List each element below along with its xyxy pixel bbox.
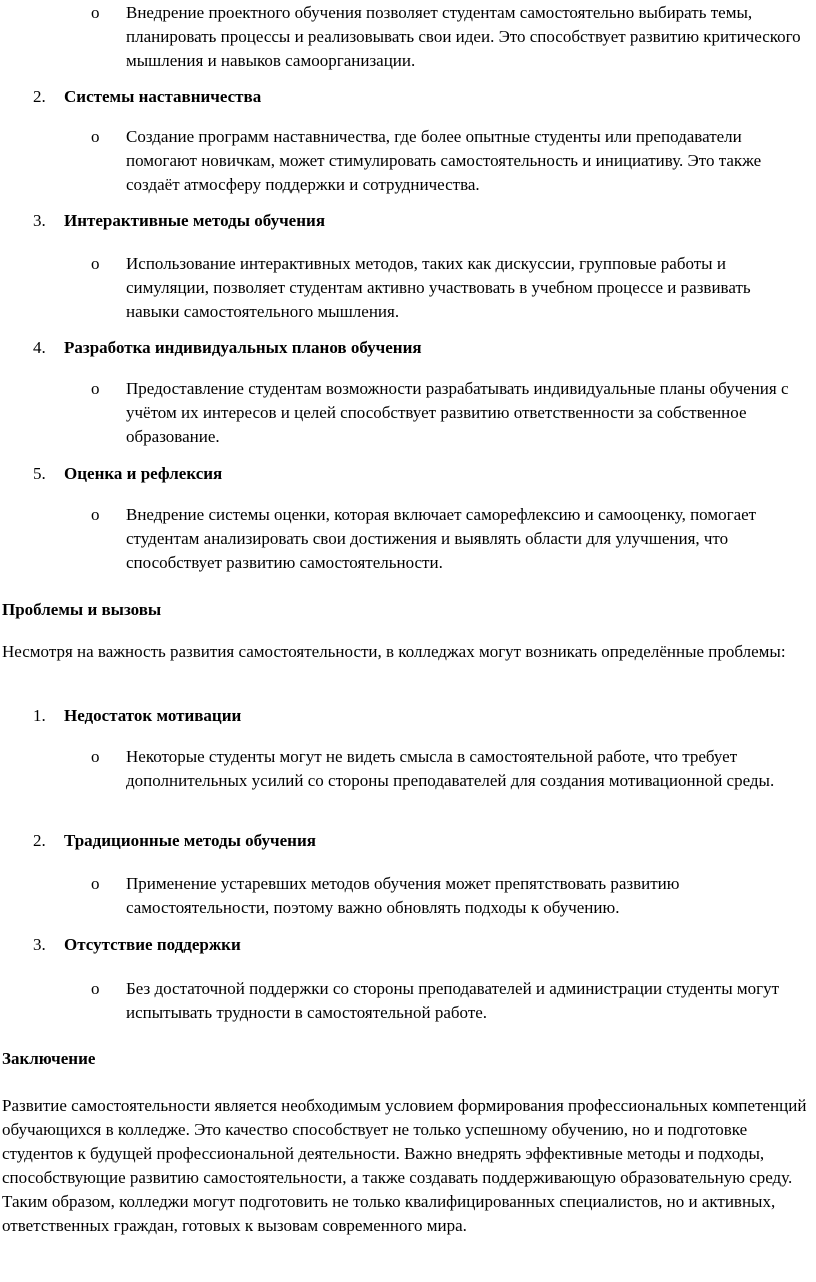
numbered-heading-title: Системы наставничества <box>64 87 262 106</box>
list-item <box>0 125 816 197</box>
bullet-marker: o <box>91 127 100 146</box>
numbered-heading-title: Разработка индивидуальных планов обучения <box>64 338 422 357</box>
bullet-marker: o <box>91 254 100 273</box>
numbered-heading <box>0 704 816 728</box>
numbered-heading <box>0 462 816 486</box>
section-heading-text: Проблемы и вызовы <box>2 600 162 619</box>
numbered-heading <box>0 209 816 233</box>
list-number: 1. <box>33 706 46 725</box>
list-item <box>0 252 816 324</box>
bullet-marker: o <box>91 747 100 766</box>
list-item <box>0 745 816 793</box>
numbered-heading <box>0 85 816 109</box>
paragraph-text: Несмотря на важность развития самостоятельности, в колледжах могут возникать определённые проблемы: <box>2 642 786 661</box>
list-item-text: Внедрение проектного обучения позволяет студентам самостоятельно выбирать темы, планировать процессы и реализовывать свои идеи. Это способствует развитию критического мышления и навыков самоорганизации. <box>126 3 801 70</box>
list-item-text: Внедрение системы оценки, которая включает саморефлексию и самооценку, помогает студентам анализировать свои достижения и выявлять области для улучшения, что способствует развитию самостоятельности. <box>126 505 757 572</box>
list-number: 2. <box>33 831 46 850</box>
bullet-marker: o <box>91 874 100 893</box>
section-heading-text: Заключение <box>2 1049 96 1068</box>
numbered-heading <box>0 933 816 957</box>
list-number: 3. <box>33 211 46 230</box>
list-number: 4. <box>33 338 46 357</box>
paragraph <box>0 1094 816 1238</box>
list-number: 5. <box>33 464 46 483</box>
list-number: 2. <box>33 87 46 106</box>
list-number: 3. <box>33 935 46 954</box>
bullet-marker: o <box>91 3 100 22</box>
bullet-marker: o <box>91 979 100 998</box>
section-heading <box>0 598 816 622</box>
numbered-heading-title: Интерактивные методы обучения <box>64 211 326 230</box>
section-heading <box>0 1047 816 1071</box>
list-item-text: Создание программ наставничества, где более опытные студенты или преподаватели помогают новичкам, может стимулировать самостоятельность и инициативу. Это также создаёт атмосферу поддержки и сотрудничества. <box>126 127 762 194</box>
paragraph-text: Развитие самостоятельности является необходимым условием формирования профессиональных компетенций обучающихся в колледже. Это качество способствует не только успешному обучению, но и подготовке студентов к будущей профессиональной деятельности. Важно внедрять эффективные методы и подходы, способствующие развитию самостоятельности, а также создавать поддерживающую образовательную среду. Таким образом, колледжи могут подготовить не только квалифицированных специалистов, но и активных, ответственных граждан, готовых к вызовам современного мира. <box>2 1096 807 1235</box>
list-item-text: Без достаточной поддержки со стороны преподавателей и администрации студенты могут испытывать трудности в самостоятельной работе. <box>126 979 780 1022</box>
list-item-text: Использование интерактивных методов, таких как дискуссии, групповые работы и симуляции, позволяет студентам активно участвовать в учебном процессе и развивать навыки самостоятельного мышления. <box>126 254 751 321</box>
list-item-text: Некоторые студенты могут не видеть смысла в самостоятельной работе, что требует дополнительных усилий со стороны преподавателей для создания мотивационной среды. <box>126 747 775 790</box>
paragraph <box>0 640 816 664</box>
numbered-heading <box>0 336 816 360</box>
numbered-heading-title: Традиционные методы обучения <box>64 831 316 850</box>
list-item <box>0 1 816 73</box>
list-item <box>0 377 816 449</box>
numbered-heading-title: Недостаток мотивации <box>64 706 242 725</box>
bullet-marker: o <box>91 505 100 524</box>
list-item <box>0 503 816 575</box>
numbered-heading-title: Оценка и рефлексия <box>64 464 223 483</box>
list-item-text: Применение устаревших методов обучения может препятствовать развитию самостоятельности, поэтому важно обновлять подходы к обучению. <box>126 874 680 917</box>
bullet-marker: o <box>91 379 100 398</box>
list-item <box>0 977 816 1025</box>
numbered-heading <box>0 829 816 853</box>
list-item-text: Предоставление студентам возможности разрабатывать индивидуальные планы обучения с учётом их интересов и целей способствует развитию ответственности за собственное образование. <box>126 379 789 446</box>
numbered-heading-title: Отсутствие поддержки <box>64 935 241 954</box>
list-item <box>0 872 816 920</box>
